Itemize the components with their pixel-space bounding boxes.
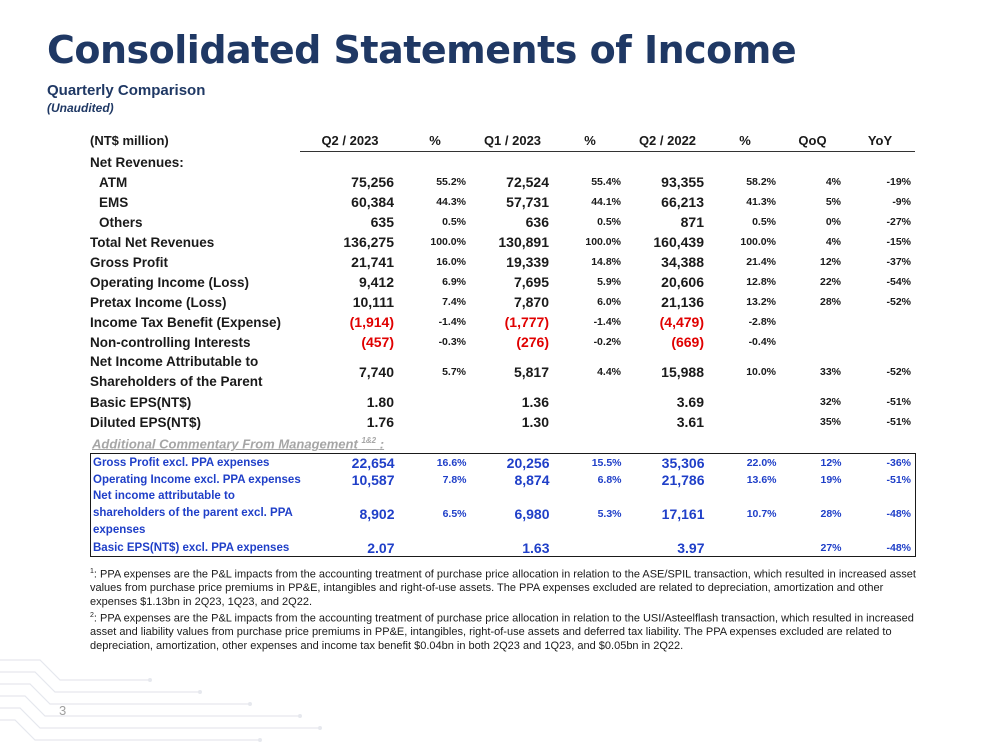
qoq-cell: 28% bbox=[820, 507, 842, 520]
yoy-cell: -27% bbox=[886, 216, 911, 228]
row-label: Non-controlling Interests bbox=[90, 334, 251, 350]
commentary-heading-suffix: : bbox=[379, 436, 385, 452]
value-cell: (4,479) bbox=[659, 314, 704, 330]
section-label: Net Revenues: bbox=[90, 154, 184, 170]
percent-cell: 6.8% bbox=[597, 473, 622, 486]
ppa-table bbox=[90, 453, 916, 557]
value-cell: 7,870 bbox=[513, 294, 549, 310]
percent-cell: 5.9% bbox=[597, 276, 621, 288]
section-row bbox=[90, 152, 915, 173]
qoq-cell bbox=[780, 332, 845, 352]
qoq-cell: 27% bbox=[820, 541, 842, 554]
value-cell: 3.69 bbox=[676, 394, 704, 410]
table-row bbox=[90, 272, 915, 292]
percent-cell bbox=[401, 539, 471, 557]
ppa-row bbox=[91, 471, 916, 488]
percent-cell: 6.0% bbox=[597, 296, 621, 308]
value-cell: 1.80 bbox=[366, 394, 394, 410]
percent-cell: 58.2% bbox=[746, 176, 776, 188]
value-cell: 8,902 bbox=[359, 505, 395, 522]
percent-cell: 55.2% bbox=[436, 176, 466, 188]
yoy-cell: -48% bbox=[886, 541, 911, 554]
yoy-cell: -52% bbox=[886, 366, 911, 378]
yoy-cell: -51% bbox=[886, 416, 911, 428]
row-label: Basic EPS(NT$) bbox=[90, 394, 192, 410]
footnote-text: : PPA expenses are the P&L impacts from the accounting treatment of purchase price allocation in relation to the USI/Asteelflash transaction, which resulted in increased asset and liability values from purchase price premiums in PP&E, intangibles, right-of-use assets and deferred tax liability. The PPA expenses excluded are related to depreciation, amortization, other expenses and income tax benefit $0.04bn in both 2Q23 and 1Q23, and $0.05bn in 2Q22. bbox=[90, 612, 914, 652]
value-cell: 5,817 bbox=[513, 364, 549, 380]
percent-cell: 4.4% bbox=[597, 366, 621, 378]
ppa-row-label-line: Net income attributable to bbox=[93, 490, 235, 502]
value-cell: 93,355 bbox=[661, 174, 704, 190]
ppa-row-label: Operating Income excl. PPA expenses bbox=[93, 473, 301, 486]
percent-cell: 0.5% bbox=[752, 216, 776, 228]
percent-cell: 6.5% bbox=[442, 507, 467, 520]
percent-cell: 16.0% bbox=[436, 256, 466, 268]
table-row bbox=[90, 352, 915, 392]
percent-cell: 5.3% bbox=[597, 507, 622, 520]
unaudited-note: (Unaudited) bbox=[47, 101, 114, 115]
percent-cell: 10.7% bbox=[746, 507, 777, 520]
percent-cell: 22.0% bbox=[746, 456, 777, 469]
value-cell: 136,275 bbox=[343, 234, 394, 250]
commentary-heading-text: Additional Commentary From Management bbox=[92, 436, 358, 452]
percent-cell: 16.6% bbox=[436, 456, 467, 469]
qoq-cell: 33% bbox=[819, 366, 841, 378]
yoy-cell: -15% bbox=[886, 236, 911, 248]
value-cell: 10,587 bbox=[351, 471, 395, 488]
percent-cell: 7.8% bbox=[442, 473, 467, 486]
yoy-cell: -37% bbox=[886, 256, 911, 268]
value-cell: 75,256 bbox=[351, 174, 394, 190]
value-cell: 17,161 bbox=[661, 505, 705, 522]
qoq-cell: 4% bbox=[825, 176, 841, 188]
value-cell: 34,388 bbox=[661, 254, 704, 270]
table-row bbox=[90, 252, 915, 272]
qoq-cell bbox=[780, 312, 845, 332]
row-label: Income Tax Benefit (Expense) bbox=[90, 314, 282, 330]
footnote-text: : PPA expenses are the P&L impacts from the accounting treatment of purchase price allocation in relation to the ASE/SPIL transaction, which resulted in increased asset values from purchase price premiums in PP&E, intangibles and right-of-use assets. The PPA expenses excluded are related to depreciation, amortization and other expenses $1.13bn in 2Q23, 1Q23, and 2Q22. bbox=[90, 568, 916, 608]
value-cell: 21,786 bbox=[661, 471, 705, 488]
income-statement-table bbox=[90, 129, 915, 432]
row-label: Gross Profit bbox=[90, 254, 169, 270]
yoy-cell: -19% bbox=[886, 176, 911, 188]
qoq-cell: 12% bbox=[819, 256, 841, 268]
value-cell: 10,111 bbox=[352, 294, 394, 310]
column-header: QoQ bbox=[780, 129, 845, 152]
row-label: Operating Income (Loss) bbox=[90, 274, 250, 290]
footnote-marker: 2 bbox=[90, 612, 94, 620]
qoq-cell: 4% bbox=[825, 236, 841, 248]
ppa-row-label: Basic EPS(NT$) excl. PPA expenses bbox=[93, 541, 290, 554]
value-cell: 15,988 bbox=[661, 364, 704, 380]
commentary-heading-sup: 1&2 bbox=[361, 436, 377, 445]
percent-cell: 12.8% bbox=[746, 276, 776, 288]
value-cell: 1.30 bbox=[521, 414, 549, 430]
percent-cell bbox=[400, 412, 470, 432]
yoy-cell: -36% bbox=[886, 456, 911, 469]
qoq-cell: 22% bbox=[819, 276, 841, 288]
value-cell: (276) bbox=[516, 334, 549, 350]
row-label bbox=[90, 352, 300, 392]
value-cell: 3.61 bbox=[676, 414, 704, 430]
percent-cell: 100.0% bbox=[740, 236, 776, 248]
value-cell: 60,384 bbox=[351, 194, 394, 210]
qoq-cell: 12% bbox=[820, 456, 842, 469]
ppa-row-label: Gross Profit excl. PPA expenses bbox=[93, 456, 270, 469]
value-cell: 636 bbox=[525, 214, 549, 230]
value-cell: 21,136 bbox=[661, 294, 704, 310]
percent-cell bbox=[711, 539, 781, 557]
row-label: ATM bbox=[99, 174, 128, 190]
value-cell: 635 bbox=[370, 214, 394, 230]
table-row bbox=[90, 192, 915, 212]
percent-cell: 7.4% bbox=[442, 296, 466, 308]
percent-cell bbox=[710, 392, 780, 412]
column-header: Q2 / 2023 bbox=[300, 129, 400, 152]
value-cell: 8,874 bbox=[514, 471, 550, 488]
value-cell: 22,654 bbox=[351, 454, 395, 471]
circuit-decoration bbox=[0, 650, 330, 749]
percent-cell: 100.0% bbox=[585, 236, 621, 248]
value-cell: 9,412 bbox=[358, 274, 394, 290]
column-header: % bbox=[710, 129, 780, 152]
ppa-row bbox=[91, 488, 916, 539]
percent-cell: 41.3% bbox=[746, 196, 776, 208]
table-row bbox=[90, 212, 915, 232]
percent-cell: 15.5% bbox=[591, 456, 622, 469]
page-title: Consolidated Statements of Income bbox=[47, 28, 797, 72]
percent-cell: -1.4% bbox=[593, 316, 621, 328]
percent-cell: 14.8% bbox=[591, 256, 621, 268]
ppa-row-label-line: expenses bbox=[93, 524, 146, 536]
percent-cell: -0.2% bbox=[593, 336, 621, 348]
value-cell: 72,524 bbox=[506, 174, 549, 190]
value-cell: 21,741 bbox=[351, 254, 394, 270]
percent-cell: -0.4% bbox=[748, 336, 776, 348]
table-row bbox=[90, 232, 915, 252]
percent-cell: 21.4% bbox=[746, 256, 776, 268]
percent-cell bbox=[555, 412, 625, 432]
footnote-1 bbox=[90, 565, 920, 609]
page-subtitle: Quarterly Comparison bbox=[47, 82, 206, 99]
percent-cell: 100.0% bbox=[430, 236, 466, 248]
value-cell: 19,339 bbox=[506, 254, 549, 270]
table-row bbox=[90, 332, 915, 352]
commentary-heading bbox=[92, 436, 384, 451]
footnote-2 bbox=[90, 609, 920, 653]
percent-cell bbox=[555, 392, 625, 412]
value-cell: (1,914) bbox=[349, 314, 394, 330]
percent-cell: 0.5% bbox=[442, 216, 466, 228]
value-cell: 871 bbox=[680, 214, 704, 230]
column-header: Q1 / 2023 bbox=[470, 129, 555, 152]
percent-cell: -1.4% bbox=[438, 316, 466, 328]
value-cell: 1.63 bbox=[522, 539, 550, 556]
qoq-cell: 0% bbox=[825, 216, 841, 228]
yoy-cell: -52% bbox=[886, 296, 911, 308]
percent-cell: 13.2% bbox=[746, 296, 776, 308]
value-cell: 57,731 bbox=[506, 194, 549, 210]
ppa-row bbox=[91, 539, 916, 557]
ppa-row bbox=[91, 454, 916, 472]
row-label-line: Shareholders of the Parent bbox=[90, 374, 263, 389]
value-cell: (1,777) bbox=[504, 314, 549, 330]
footnotes bbox=[90, 565, 920, 653]
row-label: Total Net Revenues bbox=[90, 234, 215, 250]
value-cell: 160,439 bbox=[653, 234, 704, 250]
footnote-marker: 1 bbox=[90, 568, 94, 575]
column-header: % bbox=[400, 129, 470, 152]
value-cell: 20,606 bbox=[661, 274, 704, 290]
row-label: Diluted EPS(NT$) bbox=[90, 414, 202, 430]
value-cell: 66,213 bbox=[661, 194, 704, 210]
percent-cell: 10.0% bbox=[746, 366, 776, 378]
percent-cell: 5.7% bbox=[442, 366, 466, 378]
column-header: YoY bbox=[845, 129, 915, 152]
row-label: EMS bbox=[99, 194, 129, 210]
value-cell: 7,740 bbox=[358, 364, 394, 380]
value-cell: 1.76 bbox=[366, 414, 394, 430]
value-cell: 7,695 bbox=[513, 274, 549, 290]
value-cell: 2.07 bbox=[367, 539, 395, 556]
yoy-cell: -51% bbox=[886, 396, 911, 408]
column-header: (NT$ million) bbox=[90, 132, 169, 148]
qoq-cell: 5% bbox=[825, 196, 841, 208]
percent-cell: 6.9% bbox=[442, 276, 466, 288]
value-cell: 20,256 bbox=[506, 454, 550, 471]
yoy-cell bbox=[845, 312, 915, 332]
value-cell: 1.36 bbox=[521, 394, 549, 410]
value-cell: 35,306 bbox=[661, 454, 705, 471]
qoq-cell: 28% bbox=[819, 296, 841, 308]
value-cell: 130,891 bbox=[498, 234, 549, 250]
row-label: Pretax Income (Loss) bbox=[90, 294, 227, 310]
percent-cell: 0.5% bbox=[597, 216, 621, 228]
percent-cell: 13.6% bbox=[746, 473, 777, 486]
table-row bbox=[90, 292, 915, 312]
table-row bbox=[90, 172, 915, 192]
percent-cell: 44.3% bbox=[436, 196, 466, 208]
table-row bbox=[90, 392, 915, 412]
ppa-row-label bbox=[91, 488, 301, 539]
table-header-row bbox=[90, 129, 915, 152]
value-cell: 3.97 bbox=[677, 539, 705, 556]
table-row bbox=[90, 412, 915, 432]
column-header: % bbox=[555, 129, 625, 152]
row-label: Others bbox=[99, 214, 143, 230]
percent-cell: 55.4% bbox=[591, 176, 621, 188]
qoq-cell: 19% bbox=[820, 473, 842, 486]
value-cell: (669) bbox=[671, 334, 704, 350]
percent-cell: 44.1% bbox=[591, 196, 621, 208]
qoq-cell: 32% bbox=[819, 396, 841, 408]
yoy-cell: -54% bbox=[886, 276, 911, 288]
percent-cell bbox=[556, 539, 626, 557]
ppa-row-label-line: shareholders of the parent excl. PPA bbox=[93, 507, 293, 519]
percent-cell: -2.8% bbox=[748, 316, 776, 328]
row-label-line: Net Income Attributable to bbox=[90, 354, 259, 369]
percent-cell: -0.3% bbox=[438, 336, 466, 348]
yoy-cell: -48% bbox=[886, 507, 911, 520]
table-row bbox=[90, 312, 915, 332]
qoq-cell: 35% bbox=[819, 416, 841, 428]
value-cell: 6,980 bbox=[514, 505, 550, 522]
percent-cell bbox=[710, 412, 780, 432]
percent-cell bbox=[400, 392, 470, 412]
value-cell: (457) bbox=[361, 334, 394, 350]
yoy-cell bbox=[845, 332, 915, 352]
column-header: Q2 / 2022 bbox=[625, 129, 710, 152]
yoy-cell: -9% bbox=[892, 196, 911, 208]
page-number: 3 bbox=[59, 703, 67, 718]
yoy-cell: -51% bbox=[886, 473, 911, 486]
